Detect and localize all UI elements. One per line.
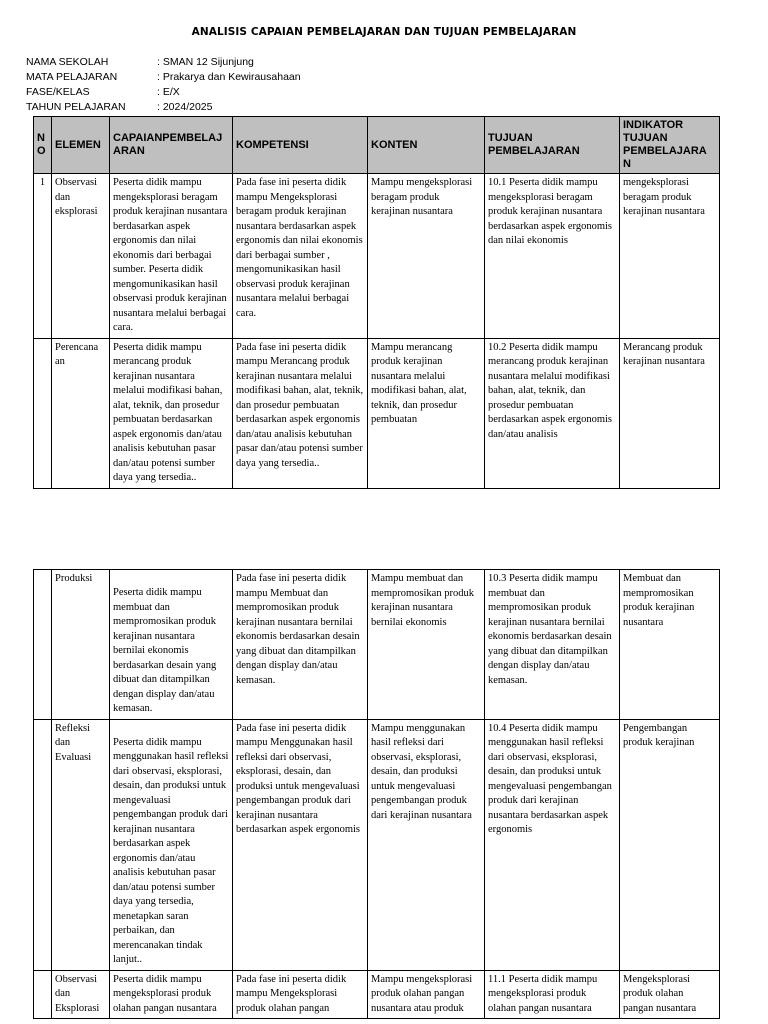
header-indikator: INDIKATOR TUJUAN PEMBELAJARA N [620, 117, 720, 174]
meta-key: FASE/KELAS [26, 86, 90, 98]
row-capaian: Peserta didik mampu mengeksplorasi beragam produk kerajinan nusantara berdasarkan aspek ergonomis dan nilai ekonomis dari berbagai sumber. Peserta didik mengomunikasikan hasil observasi produk kerajinan nusantara melalui berbagai cara. [110, 174, 233, 339]
row-tujuan: 10.3 Peserta didik mampu membuat dan mempromosikan produk kerajinan nusantara bernilai ekonomis berdasarkan desain yang dibuat dan ditampilkan dengan display dan/atau kemasan. [485, 570, 620, 720]
row-konten: Mampu membuat dan mempromosikan produk kerajinan nusantara bernilai ekonomis [368, 570, 485, 720]
row-tujuan: 11.1 Peserta didik mampu mengeksplorasi produk olahan pangan nusantara [485, 970, 620, 1019]
row-tujuan: 10.2 Peserta didik mampu merancang produk kerajinan nusantara melalui modifikasi bahan, alat, teknik, dan prosedur pembuatan berdasarkan aspek ergonomis dan/atau analisis [485, 338, 620, 488]
row-indikator: mengeksplorasi beragam produk kerajinan nusantara [620, 174, 720, 339]
table-row [34, 970, 720, 1019]
row-elemen: Observasi dan Eksplorasi [52, 970, 110, 1019]
analysis-table-page-1 [33, 116, 720, 489]
row-indikator: Merancang produk kerajinan nusantara [620, 338, 720, 488]
row-no [34, 970, 52, 1019]
row-kompetensi: Pada fase ini peserta didik mampu Mengeksplorasi produk olahan pangan [233, 970, 368, 1019]
row-tujuan: 10.4 Peserta didik mampu menggunakan hasil refleksi dari observasi, eksplorasi, desain, dan produksi untuk mengevaluasi pengembangan produk dari kerajinan nusantara berdasarkan aspek ergonomis [485, 719, 620, 970]
table-row [34, 570, 720, 720]
row-tujuan: 10.1 Peserta didik mampu mengeksplorasi beragam produk kerajinan nusantara berdasarkan aspek ergonomis dan nilai ekonomis [485, 174, 620, 339]
header-kompetensi: KOMPETENSI [233, 117, 368, 174]
row-capaian: Peserta didik mampu mengeksplorasi produk olahan pangan nusantara [110, 970, 233, 1019]
table-header-row [34, 117, 720, 174]
meta-key: MATA PELAJARAN [26, 71, 118, 83]
header-no: N O [34, 117, 52, 174]
row-kompetensi: Pada fase ini peserta didik mampu Menggunakan hasil refleksi dari observasi, eksplorasi, desain, dan produksi untuk mengevaluasi pengembangan produk dari kerajinan nusantara berdasarkan aspek ergonomis [233, 719, 368, 970]
header-tujuan: TUJUAN PEMBELAJARAN [485, 117, 620, 174]
row-konten: Mampu mengeksplorasi produk olahan pangan nusantara atau produk [368, 970, 485, 1019]
row-indikator: Mengeksplorasi produk olahan pangan nusantara [620, 970, 720, 1019]
row-elemen: Perencana an [52, 338, 110, 488]
row-elemen: Observasi dan eksplorasi [52, 174, 110, 339]
row-kompetensi: Pada fase ini peserta didik mampu Membuat dan mempromosikan produk kerajinan nusantara bernilai ekonomis berdasarkan desain yang dibuat dan ditampilkan dengan display dan/atau kemasan. [233, 570, 368, 720]
header-konten: KONTEN [368, 117, 485, 174]
row-kompetensi: Pada fase ini peserta didik mampu Merancang produk kerajinan nusantara melalui modifikasi bahan, alat, teknik, dan prosedur pembuatan berdasarkan aspek ergonomis dan/atau analisis kebutuhan pasar dan/atau potensi sumber daya yang tersedia.. [233, 338, 368, 488]
row-indikator: Pengembangan produk kerajinan [620, 719, 720, 970]
row-konten: Mampu merancang produk kerajinan nusantara melalui modifikasi bahan, alat, teknik, dan prosedur pembuatan [368, 338, 485, 488]
table-row [34, 719, 720, 970]
meta-value: : SMAN 12 Sijunjung [157, 56, 254, 68]
row-no: 1 [34, 174, 52, 339]
row-kompetensi: Pada fase ini peserta didik mampu Mengeksplorasi beragam produk kerajinan nusantara berdasarkan aspek ergonomis dan nilai ekonomis dari berbagai sumber , mengomunikasikan hasil observasi produk kerajinan nusantara melalui berbagai cara. [233, 174, 368, 339]
row-no [34, 570, 52, 720]
header-capaian: CAPAIANPEMBELAJ ARAN [110, 117, 233, 174]
meta-key: NAMA SEKOLAH [26, 56, 109, 68]
row-capaian: Peserta didik mampu menggunakan hasil refleksi dari observasi, eksplorasi, desain, dan produksi untuk mengevaluasi pengembangan produk dari kerajinan nusantara berdasarkan aspek ergonomis dan/atau analisis kebutuhan pasar dan/atau potensi sumber daya yang tersedia, menetapkan saran perbaikan, dan merencanakan tindak lanjut.. [110, 719, 233, 970]
row-elemen: Refleksi dan Evaluasi [52, 719, 110, 970]
header-elemen: ELEMEN [52, 117, 110, 174]
row-no [34, 719, 52, 970]
table-row [34, 174, 720, 339]
analysis-table-page-2 [33, 569, 720, 1019]
meta-value: : Prakarya dan Kewirausahaan [157, 71, 301, 83]
row-konten: Mampu menggunakan hasil refleksi dari observasi, eksplorasi, desain, dan produksi untuk mengevaluasi pengembangan produk dari kerajinan nusantara [368, 719, 485, 970]
row-elemen: Produksi [52, 570, 110, 720]
row-konten: Mampu mengeksplorasi beragam produk kerajinan nusantara [368, 174, 485, 339]
row-indikator: Membuat dan mempromosikan produk kerajinan nusantara [620, 570, 720, 720]
meta-value: : 2024/2025 [157, 101, 213, 113]
row-capaian: Peserta didik mampu membuat dan mempromosikan produk kerajinan nusantara bernilai ekonomis berdasarkan desain yang dibuat dan ditampilkan dengan display dan/atau kemasan. [110, 570, 233, 720]
meta-key: TAHUN PELAJARAN [26, 101, 126, 113]
row-capaian: Peserta didik mampu merancang produk kerajinan nusantara melalui modifikasi bahan, alat, teknik, dan prosedur pembuatan berdasarkan aspek ergonomis dan/atau analisis kebutuhan pasar dan/atau potensi sumber daya yang tersedia.. [110, 338, 233, 488]
document-title: ANALISIS CAPAIAN PEMBELAJARAN DAN TUJUAN PEMBELAJARAN [191, 26, 577, 38]
row-no [34, 338, 52, 488]
table-row [34, 338, 720, 488]
meta-value: : E/X [157, 86, 180, 98]
